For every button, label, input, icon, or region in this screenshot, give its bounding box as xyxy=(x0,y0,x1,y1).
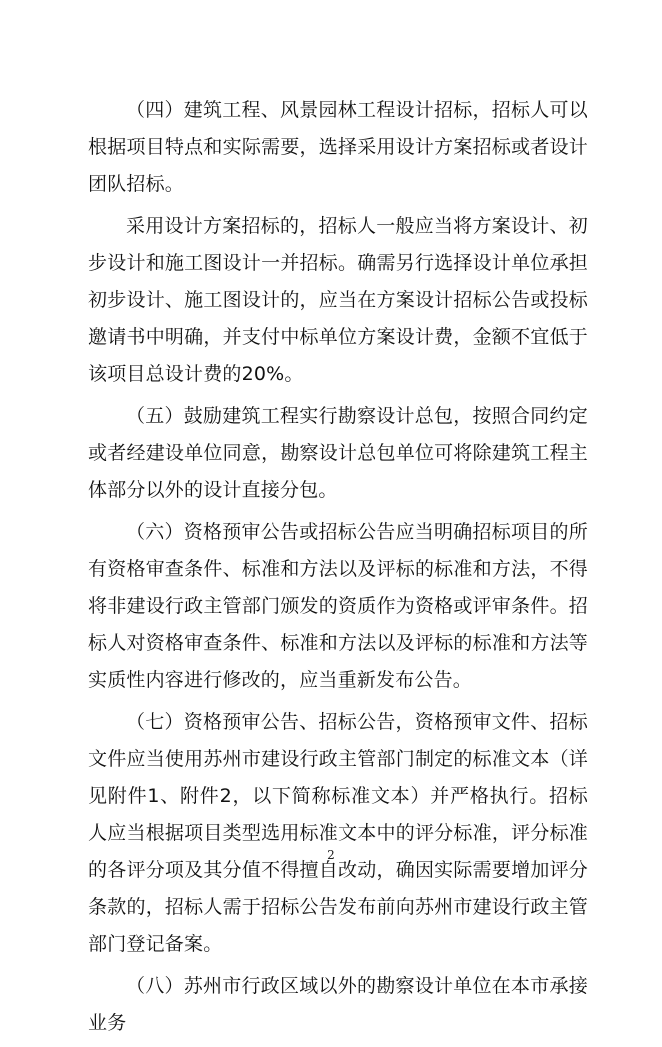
paragraph-section-8: （八）苏州市行政区域以外的勘察设计单位在本市承接业务 xyxy=(88,975,588,1034)
page-number: 2 xyxy=(327,848,335,862)
paragraph-section-7: （七）资格预审公告、招标公告，资格预审文件、招标文件应当使用苏州市建设行政主管部门制定的标准文本（详见附件1、附件2，以下简称标准文本）并严格执行。招标人应当根据项目类型选用标准文本中的评分标准，评分标准的各评分项及其分值不得擅自改动，确因实际需要增加评分条款的，招标人需于招标公告发布前向苏州市建设行政主管部门登记备案。 xyxy=(88,711,588,955)
paragraph-section-4: （四）建筑工程、风景园林工程设计招标，招标人可以根据项目特点和实际需要，选择采用设计方案招标或者设计团队招标。 xyxy=(88,99,588,195)
paragraph-section-5: （五）鼓励建筑工程实行勘察设计总包，按照合同约定或者经建设单位同意，勘察设计总包单位可将除建筑工程主体部分以外的设计直接分包。 xyxy=(88,405,588,501)
paragraph-section-6: （六）资格预审公告或招标公告应当明确招标项目的所有资格审查条件、标准和方法以及评标的标准和方法，不得将非建设行政主管部门颁发的资质作为资格或评审条件。招标人对资格审查条件、标准和方法以及评标的标准和方法等实质性内容进行修改的，应当重新发布公告。 xyxy=(88,521,588,691)
document-body xyxy=(88,92,588,1047)
paragraph-design-scheme-bidding: 采用设计方案招标的，招标人一般应当将方案设计、初步设计和施工图设计一并招标。确需另行选择设计单位承担初步设计、施工图设计的，应当在方案设计招标公告或投标邀请书中明确，并支付中标单位方案设计费，金额不宜低于该项目总设计费的20%。 xyxy=(88,215,588,385)
